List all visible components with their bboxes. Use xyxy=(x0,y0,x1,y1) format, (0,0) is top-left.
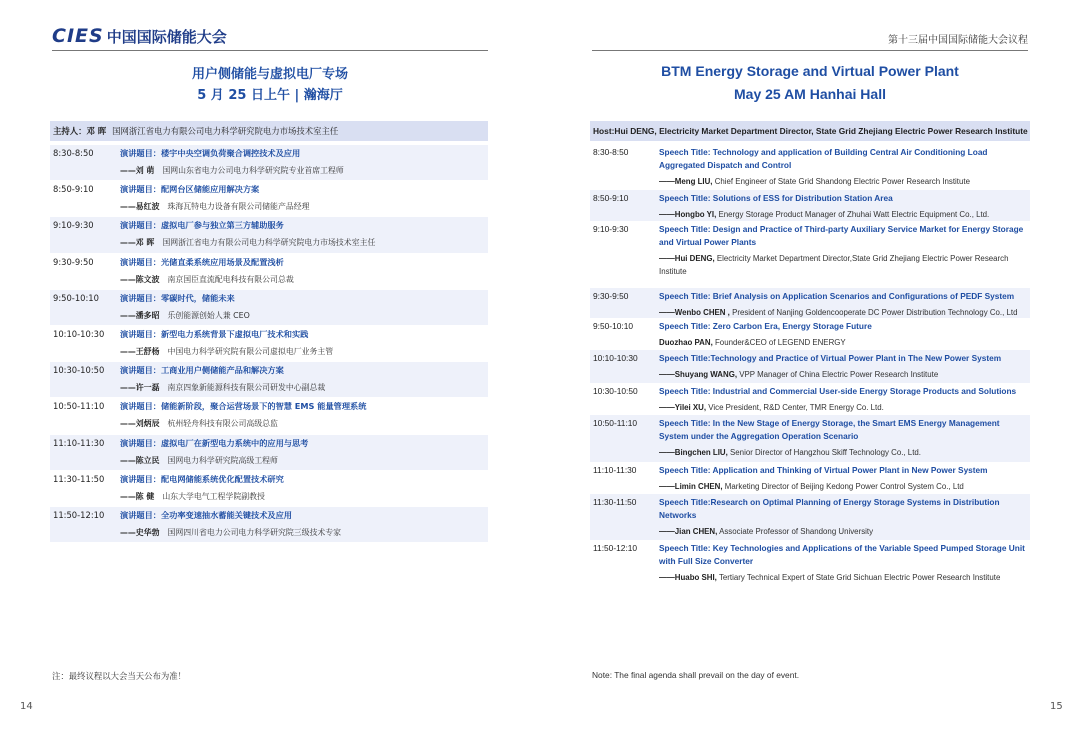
session-talk: Speech Title: Technology and application of Building Central Air Conditioning Load Aggregated Dispatch and Control xyxy=(659,147,988,170)
speaker-desc: Chief Engineer of State Grid Shandong Electric Power Research Institute xyxy=(714,177,970,186)
session-talk: Speech Title: Industrial and Commercial User-side Energy Storage Products and Solutions xyxy=(659,386,1017,396)
speaker-name: ——刘炳辰 xyxy=(120,419,160,429)
session-speaker-line xyxy=(120,201,485,212)
session-speaker-line xyxy=(120,274,485,285)
session-talk: 演讲题目：新型电力系统背景下虚拟电厂技术和实践 xyxy=(120,329,309,339)
speaker-name: Duozhao PAN, xyxy=(659,338,713,347)
session-time: 10:30-10:50 xyxy=(593,386,638,396)
session-talk: 演讲题目：配电网储能系统优化配置技术研究 xyxy=(120,473,284,484)
session-speaker-line xyxy=(120,165,485,176)
left-title-line1: 用户侧储能与虚拟电厂专场 xyxy=(191,67,348,82)
right-note: Note: The final agenda shall prevail on the day of event. xyxy=(592,670,800,680)
agenda-row xyxy=(50,217,488,252)
speaker-desc: President of Nanjing Goldencooperate DC Power Distribution Technology Co., Ltd xyxy=(732,308,1018,317)
agenda-row xyxy=(590,494,1030,540)
right-title-line2: May 25 AM Hanhai Hall xyxy=(734,86,886,102)
session-time: 11:10-11:30 xyxy=(593,465,637,475)
session-talk: Speech Title: In the New Stage of Energy Storage, the Smart EMS Energy Management System under the Aggregation Operation Scenario xyxy=(659,418,1000,441)
session-speaker-line xyxy=(659,401,1029,414)
session-speaker-line xyxy=(120,418,485,429)
session-time: 11:50-12:10 xyxy=(593,543,638,553)
session-time: 11:30-11:50 xyxy=(53,473,105,484)
agenda-row xyxy=(50,145,488,180)
speaker-desc: 杭州轻舟科技有限公司高级总监 xyxy=(167,419,278,429)
session-talk: Speech Title: Application and Thinking of Virtual Power Plant in New Power System xyxy=(659,465,988,475)
left-divider xyxy=(52,50,488,51)
session-speaker-line xyxy=(659,368,1029,381)
speaker-name: ——许一磊 xyxy=(120,383,160,393)
agenda-row xyxy=(590,415,1030,462)
session-talk: Speech Title: Design and Practice of Third-party Auxiliary Service Market for Energy Storage and Virtual Power Plants xyxy=(659,224,1024,247)
session-speaker-line xyxy=(120,491,485,502)
speaker-name: ——史华勃 xyxy=(120,528,160,537)
agenda-row xyxy=(50,471,488,506)
speaker-name: ——Jian CHEN, xyxy=(659,527,718,536)
speaker-desc: 国网四川省电力公司电力科学研究院三级技术专家 xyxy=(167,528,342,537)
agenda-row xyxy=(50,435,488,470)
agenda-row xyxy=(590,144,1030,190)
left-host-bar xyxy=(50,121,488,141)
speaker-desc: Founder&CEO of LEGEND ENERGY xyxy=(714,338,846,347)
logo-mark: CIES xyxy=(52,25,104,47)
session-talk: 演讲题目：全功率变速抽水蓄能关键技术及应用 xyxy=(120,510,292,520)
session-talk: 演讲题目：虚拟电厂在新型电力系统中的应用与思考 xyxy=(120,437,309,448)
session-talk: Speech Title: Zero Carbon Era, Energy Storage Future xyxy=(659,321,872,331)
session-talk: Speech Title: Key Technologies and Applications of the Variable Speed Pumped Storage Unit with Full Size Converter xyxy=(659,543,1025,566)
speaker-desc: 南京四象新能源科技有限公司研发中心副总裁 xyxy=(167,383,326,393)
speaker-desc: Marketing Director of Beijing Kedong Power Control System Co., Ltd xyxy=(724,482,964,491)
speaker-desc: 山东大学电气工程学院副教授 xyxy=(162,491,265,501)
session-talk: Speech Title: Solutions of ESS for Distribution Station Area xyxy=(659,193,893,203)
session-time: 11:10-11:30 xyxy=(53,437,105,448)
session-talk: 演讲题目：储能新阶段，聚合运营场景下的智慧 EMS 能量管理系统 xyxy=(120,401,367,412)
session-speaker-line xyxy=(659,336,1029,349)
session-time: 11:50-12:10 xyxy=(53,510,105,520)
agenda-row xyxy=(590,318,1030,350)
session-speaker-line xyxy=(659,175,1029,188)
session-time: 10:10-10:30 xyxy=(53,329,105,339)
speaker-desc: Tertiary Technical Expert of State Grid Sichuan Electric Power Research Institute xyxy=(718,573,1001,582)
agenda-row xyxy=(590,350,1030,383)
session-speaker-line xyxy=(659,446,1029,459)
session-speaker-line xyxy=(659,480,1029,493)
speaker-desc: 珠海瓦特电力设备有限公司储能产品经理 xyxy=(167,202,310,212)
speaker-name: ——Huabo SHI, xyxy=(659,573,717,582)
agenda-row xyxy=(590,383,1030,415)
speaker-name: ——Meng LIU, xyxy=(659,177,713,186)
speaker-name: ——陈 健 xyxy=(120,491,155,501)
right-title-line1: BTM Energy Storage and Virtual Power Plant xyxy=(661,63,959,79)
agenda-row xyxy=(590,221,1030,288)
left-note: 注：最终议程以大会当天公布为准！ xyxy=(52,671,186,681)
agenda-row xyxy=(50,326,488,361)
speaker-desc: Vice President, R&D Center, TMR Energy Co. Ltd. xyxy=(708,403,884,412)
logo-text: 中国国际储能大会 xyxy=(106,27,227,46)
session-speaker-line xyxy=(120,310,485,321)
session-talk: 演讲题目：零碳时代，储能未来 xyxy=(120,292,235,303)
speaker-name: ——Limin CHEN, xyxy=(659,482,723,491)
session-speaker-line xyxy=(659,252,1029,278)
session-time: 9:30-9:50 xyxy=(53,256,94,267)
speaker-name: ——Hongbo YI, xyxy=(659,210,717,219)
speaker-desc: Electricity Market Department Director,State Grid Zhejiang Electric Power Research Institute xyxy=(659,254,1009,276)
speaker-desc: Senior Director of Hangzhou Skiff Technology Co., Ltd. xyxy=(730,448,921,457)
session-talk: Speech Title:Research on Optimal Planning of Energy Storage Systems in Distribution Networks xyxy=(659,497,1000,520)
speaker-name: ——Yilei XU, xyxy=(659,403,707,412)
left-page-number: 14 xyxy=(20,701,33,712)
session-time: 8:50-9:10 xyxy=(53,184,94,195)
speaker-desc: 乐创能源创始人兼 CEO xyxy=(167,310,250,320)
speaker-name: ——陈立民 xyxy=(120,455,160,465)
cies-logo xyxy=(52,25,227,47)
session-speaker-line xyxy=(120,346,485,357)
session-speaker-line xyxy=(120,455,485,466)
session-speaker-line xyxy=(120,237,485,248)
session-talk: 演讲题目：配网台区储能应用解决方案 xyxy=(120,184,260,195)
agenda-row xyxy=(50,362,488,397)
left-host-desc: 国网浙江省电力有限公司电力科学研究院电力市场技术室主任 xyxy=(112,126,339,136)
agenda-row xyxy=(590,190,1030,221)
session-time: 9:50-10:10 xyxy=(593,321,634,331)
session-time: 9:30-9:50 xyxy=(593,291,629,301)
agenda-row xyxy=(590,288,1030,318)
speaker-desc: 国网浙江省电力有限公司电力科学研究院电力市场技术室主任 xyxy=(162,238,376,248)
agenda-row xyxy=(50,254,488,289)
session-talk: Speech Title: Brief Analysis on Application Scenarios and Configurations of PEDF System xyxy=(659,291,1015,301)
speaker-name: ——Hui DENG, xyxy=(659,254,715,263)
agenda-row xyxy=(50,507,488,542)
session-speaker-line xyxy=(120,382,485,393)
session-talk: 演讲题目：楼宇中央空调负荷聚合调控技术及应用 xyxy=(120,148,301,158)
session-speaker-line xyxy=(659,571,1029,584)
right-page-number: 15 xyxy=(1050,701,1063,712)
right-divider xyxy=(592,50,1028,51)
speaker-desc: VPP Manager of China Electric Power Research Institute xyxy=(739,370,939,379)
session-time: 9:10-9:30 xyxy=(593,224,629,234)
speaker-desc: 中国电力科学研究院有限公司虚拟电厂业务主管 xyxy=(167,347,334,356)
speaker-desc: Associate Professor of Shandong University xyxy=(719,527,874,536)
session-time: 10:10-10:30 xyxy=(593,353,638,363)
speaker-name: ——潘多昭 xyxy=(120,310,160,320)
session-time: 10:50-11:10 xyxy=(53,401,105,412)
speaker-name: ——Wenbo CHEN , xyxy=(659,308,730,317)
session-talk: Speech Title:Technology and Practice of Virtual Power Plant in The New Power System xyxy=(659,353,1002,363)
session-speaker-line xyxy=(659,208,1029,221)
speaker-desc: 南京国臣直流配电科技有限公司总裁 xyxy=(167,274,294,284)
session-talk: 演讲题目：工商业用户侧储能产品和解决方案 xyxy=(120,365,284,376)
left-host-label: 主持人：邓 晖 xyxy=(53,126,107,136)
speaker-name: ——邓 晖 xyxy=(120,238,155,248)
speaker-desc: 国网山东省电力公司电力科学研究院专业首席工程师 xyxy=(162,166,344,175)
right-host-bar xyxy=(590,121,1030,141)
session-talk: 演讲题目：光储直柔系统应用场景及配置浅析 xyxy=(120,256,284,267)
agenda-row xyxy=(590,462,1030,494)
session-time: 9:10-9:30 xyxy=(53,220,94,231)
agenda-row xyxy=(50,181,488,216)
header-conference-title: 第十三届中国国际储能大会议程 xyxy=(888,35,1028,46)
speaker-desc: 国网电力科学研究院高级工程师 xyxy=(167,455,278,465)
speaker-name: ——刘 萌 xyxy=(120,166,155,175)
speaker-name: ——陈文波 xyxy=(120,274,160,284)
session-time: 10:50-11:10 xyxy=(593,418,638,428)
agenda-row xyxy=(590,540,1030,586)
session-time: 9:50-10:10 xyxy=(53,292,99,303)
session-time: 8:30-8:50 xyxy=(593,147,629,157)
right-host-line: Host:Hui DENG, Electricity Market Department Director, State Grid Zhejiang Electric Power Research Institute xyxy=(593,126,1028,136)
left-title-line2: 5 月 25 日上午 | 瀚海厅 xyxy=(197,88,343,103)
session-time: 11:30-11:50 xyxy=(593,497,637,507)
speaker-desc: Energy Storage Product Manager of Zhuhai Watt Electric Equipment Co., Ltd. xyxy=(718,210,990,219)
session-time: 8:30-8:50 xyxy=(53,148,94,158)
session-time: 8:50-9:10 xyxy=(593,193,629,203)
speaker-name: ——Bingchen LIU, xyxy=(659,448,728,457)
agenda-row xyxy=(50,290,488,325)
agenda-row xyxy=(50,398,488,433)
session-time: 10:30-10:50 xyxy=(53,365,105,376)
session-speaker-line xyxy=(120,527,485,538)
session-speaker-line xyxy=(659,525,1029,538)
speaker-name: ——王舒杨 xyxy=(120,347,160,356)
speaker-name: ——Shuyang WANG, xyxy=(659,370,738,379)
session-talk: 演讲题目：虚拟电厂参与独立第三方辅助服务 xyxy=(120,220,284,231)
speaker-name: ——易红波 xyxy=(120,202,160,212)
